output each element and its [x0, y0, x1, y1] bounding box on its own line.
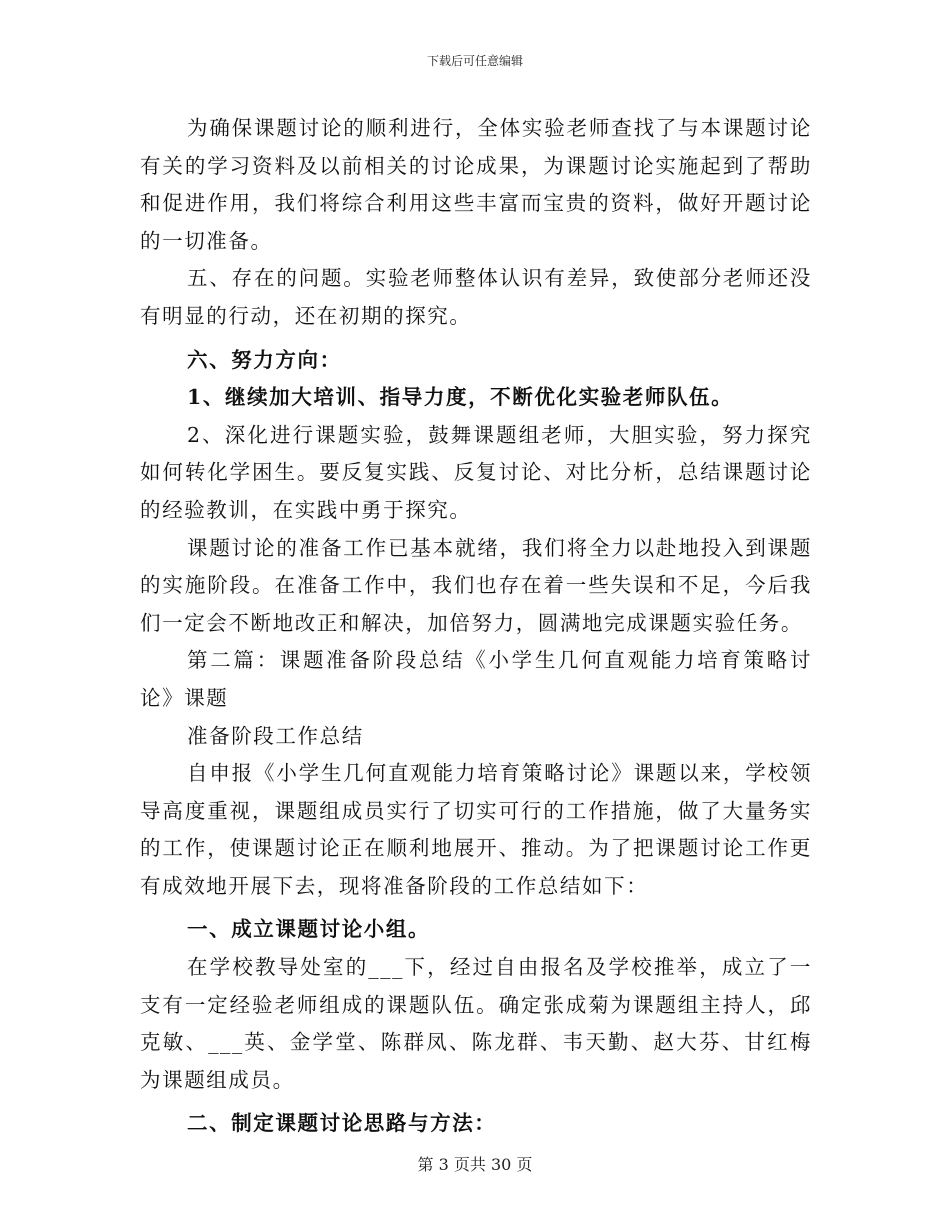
document-body: [140, 110, 812, 1143]
item-2-deepen: 2、深化进行课题实验，鼓舞课题组老师，大胆实验，努力探究如何转化学困生。要反复实践、反复讨论、对比分析，总结课题讨论的经验教训，在实践中勇于探究。: [140, 422, 812, 522]
page-header: 下载后可任意编辑: [426, 54, 523, 68]
page-number: 第 3 页共 30 页: [417, 1155, 533, 1174]
item-1-training: 1、继续加大培训、指导力度，不断优化实验老师队伍。: [187, 385, 734, 410]
heading-group: 一、成立课题讨论小组。: [187, 917, 431, 942]
paragraph-intro: 自申报《小学生几何直观能力培育策略讨论》课题以来，学校领导高度重视，课题组成员实行了切实可行的工作措施，做了大量务实的工作，使课题讨论正在顺利地展开、推动。为了把课题讨论工作更有成效地开展下去，现将准备阶段的工作总结如下：: [140, 761, 812, 898]
heading-direction: 六、努力方向：: [187, 347, 342, 372]
second-article-subtitle: 准备阶段工作总结: [187, 723, 364, 748]
second-article-title: 第二篇：课题准备阶段总结《小学生几何直观能力培育策略讨论》课题: [140, 648, 812, 710]
paragraph-materials: 为确保课题讨论的顺利进行，全体实验老师查找了与本课题讨论有关的学习资料及以前相关的讨论成果，为课题讨论实施起到了帮助和促进作用，我们将综合利用这些丰富而宝贵的资料，做好开题讨论的一切准备。: [140, 116, 812, 253]
paragraph-problems: 五、存在的问题。实验老师整体认识有差异，致使部分老师还没有明显的行动，还在初期的探究。: [140, 266, 812, 328]
paragraph-members: 在学校教导处室的___下，经过自由报名及学校推举，成立了一支有一定经验老师组成的课题队伍。确定张成菊为课题组主持人，邱克敏、___英、金学堂、陈群凤、陈龙群、韦天勤、赵大芬、甘红梅为课题组成员。: [140, 955, 812, 1092]
paragraph-readiness: 课题讨论的准备工作已基本就绪，我们将全力以赴地投入到课题的实施阶段。在准备工作中，我们也存在着一些失误和不足，今后我们一定会不断地改正和解决，加倍努力，圆满地完成课题实验任务。: [140, 535, 812, 635]
heading-method: 二、制定课题讨论思路与方法：: [187, 1111, 497, 1136]
